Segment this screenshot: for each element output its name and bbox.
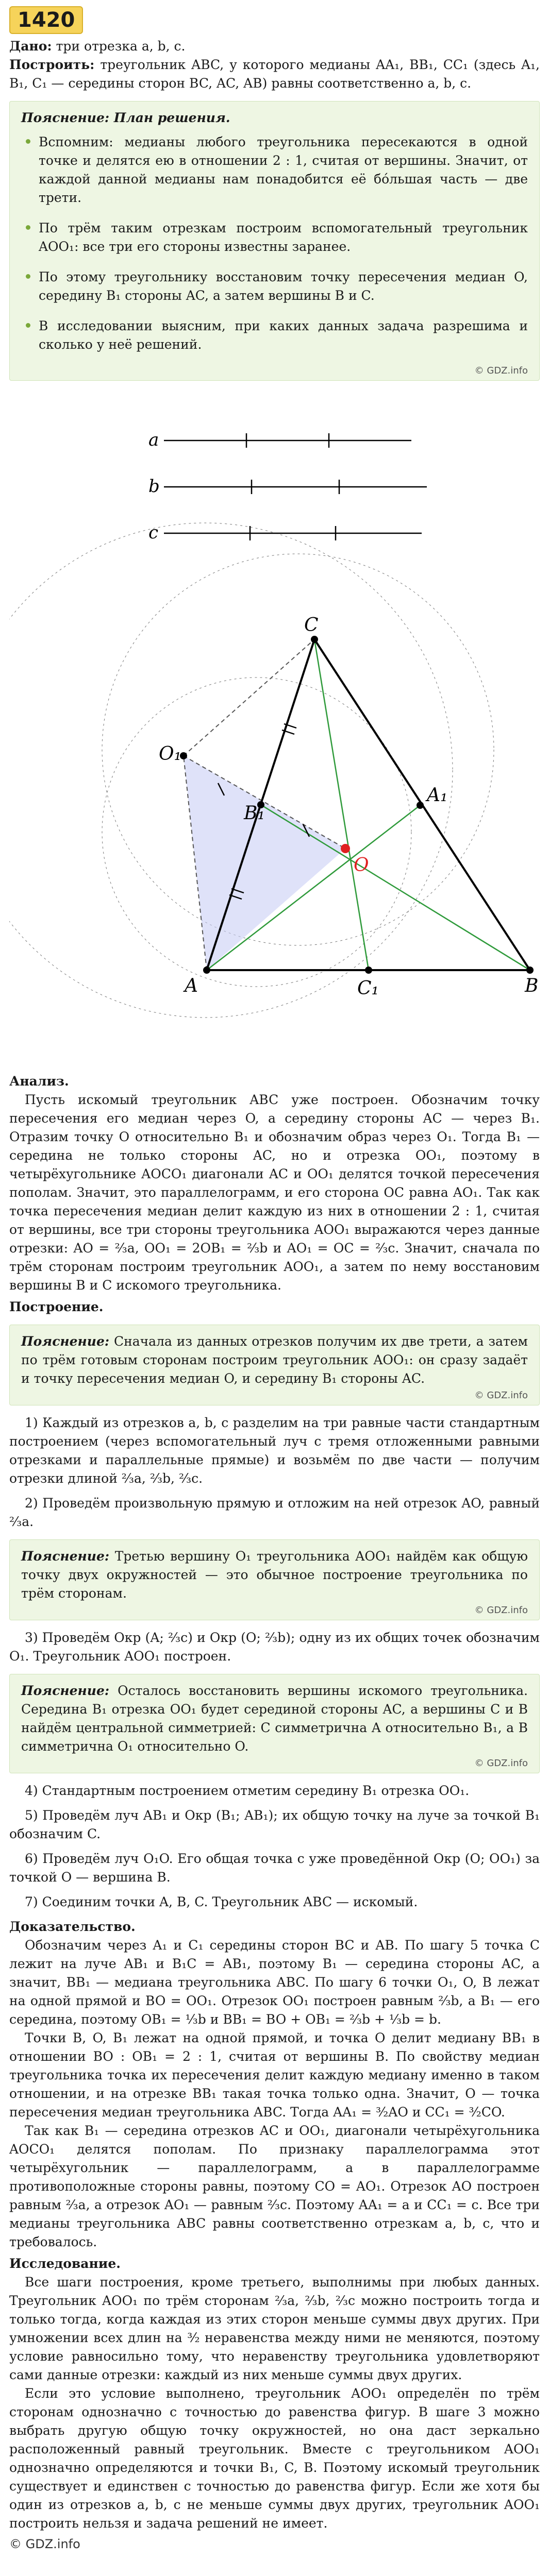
hint-label: Пояснение: xyxy=(21,1334,110,1349)
analysis-text: Пусть искомый треугольник ABC уже построен. Обозначим точку пересечения его медиан через O, а середину стороны AC — через B₁. Отразим точку O относительно B₁ и обозначим образ через O₁. Тогда B₁ — середина не только стороны AC, но и отрезка OO₁, поэтому в четырёхугольнике AOCO₁ диагонали AC и OO₁ делятся точкой пересечения пополам. Значит, это параллелограмм, и его сторона OC равна AO₁. Так как точка пересечения медиан делит каждую из них в отношении 2 : 1, считая от вершины, все три стороны треугольника AOO₁ выражаются через данные отрезки: AO = ²⁄₃a, OO₁ = 2OB₁ = ²⁄₃b и AO₁ = OC = ²⁄₃c. Значит, сначала по трём сторонам построим треугольник AOO₁, а затем по нему восстановим вершины B и C искомого треугольника. xyxy=(9,1092,540,1293)
label-B: B xyxy=(525,975,539,996)
construct-label: Построить: xyxy=(9,57,95,72)
construction-diagram xyxy=(9,389,540,1069)
plan-list xyxy=(21,132,528,354)
construction-step-7: 7) Соединим точки A, B, C. Треугольник ABC — искомый. xyxy=(25,1894,418,1909)
label-A1: A₁ xyxy=(427,785,448,806)
gdz-watermark: © GDZ.info xyxy=(474,1605,528,1616)
construction-step-5: 5) Проведём луч AB₁ и Окр (B₁; AB₁); их общую точку на луче за точкой B₁ обозначим C. xyxy=(9,1808,540,1841)
point-O xyxy=(341,844,350,853)
proof-paragraph: Точки B, O, B₁ лежат на одной прямой, и точка O делит медиану BB₁ в отношении BO : OB₁ = 2 : 1, считая от вершины B. По свойству медиан треугольника точка их пересечения делит каждую медиану именно в таком отношении, и на отрезке BB₁ такая точка только одна. Значит, O — точка пересечения медиан треугольника ABC. Тогда AA₁ = ³⁄₂AO и CC₁ = ³⁄₂CO. xyxy=(9,2030,540,2120)
construction-hint-box xyxy=(9,1325,540,1405)
construct-line xyxy=(9,56,540,93)
hint-body: Третью вершину O₁ треугольника AOO₁ найдём как общую точку двух окружностей — это обычное построение треугольника по трём сторонам. xyxy=(21,1549,528,1601)
construction-hint-box xyxy=(9,1674,540,1773)
given-text: три отрезка a, b, c. xyxy=(56,39,186,54)
proof-paragraph: Так как B₁ — середина отрезков AC и OO₁, диагонали четырёхугольника AOCO₁ делятся пополам. По признаку параллелограмма этот четырёхугольник — параллелограмм, а в параллелограмме противоположные стороны равны, поэтому CO = AO₁. Отрезок AO построен равным ²⁄₃a, а отрезок AO₁ — равным ²⁄₃c. Поэтому AA₁ = a и CC₁ = c. Все три медианы треугольника ABC равны соответственно отрезкам a, b, c, что и требовалось. xyxy=(9,2123,540,2249)
construction-figure xyxy=(9,389,540,1069)
hint-body: Осталось восстановить вершины искомого треугольника. Середина B₁ отрезка OO₁ будет серединой стороны AC, а вершины C и B найдём центральной симметрией: C симметрична A относительно B₁, а B симметрична O₁ относительно O. xyxy=(21,1683,528,1754)
construction-arcs xyxy=(9,523,494,1018)
point-B xyxy=(526,967,534,974)
construction-hint-box xyxy=(9,1539,540,1620)
hint-body: Сначала из данных отрезков получим их две трети, а затем по трём готовым сторонам построим треугольник AOO₁: он сразу задаёт и точку пересечения медиан O, и середину B₁ стороны AC. xyxy=(21,1334,528,1386)
triangle-AOO1-fill xyxy=(184,756,345,970)
proof-title: Доказательство. xyxy=(9,1919,136,1934)
label-O: O xyxy=(354,855,369,876)
point-A1 xyxy=(417,802,424,809)
median-CC1 xyxy=(314,639,369,970)
hint-label: Пояснение: xyxy=(21,1683,110,1698)
given-label: Дано: xyxy=(9,39,52,54)
construct-text: треугольник ABC, у которого медианы AA₁, BB₁, CC₁ (здесь A₁, B₁, C₁ — середины сторон BC, AC, AB) равны соответственно a, b, c. xyxy=(9,57,540,91)
construction-hint-text xyxy=(21,1682,528,1756)
hint-label: Пояснение: xyxy=(21,1549,110,1564)
given-line xyxy=(9,37,540,56)
label-C: C xyxy=(304,615,319,636)
proof-paragraph: Обозначим через A₁ и C₁ середины сторон BC и AB. По шагу 5 точка C лежит на луче AB₁ и B₁C = AB₁, поэтому B₁ — середина стороны AC, а значит, BB₁ — медиана треугольника ABC. По шагу 6 точки O₁, O, B лежат на одной прямой и BO = OO₁. Отрезок OO₁ построен равным ²⁄₃b, а B₁ — его середина, поэтому OB₁ = ¹⁄₃b и BB₁ = BO + OB₁ = ²⁄₃b + ¹⁄₃b = b. xyxy=(9,1938,540,2027)
research-paragraph: Все шаги построения, кроме третьего, выполнимы при любых данных. Треугольник AOO₁ по трём сторонам ²⁄₃a, ²⁄₃b, ²⁄₃c можно построить тогда и только тогда, когда каждая из этих сторон меньше суммы двух других. При умножении всех длин на ³⁄₂ неравенства между ними не меняются, поэтому условие равносильно тому, что неравенству треугольника удовлетворяют сами данные отрезки: каждый из них меньше суммы двух других. xyxy=(9,2275,540,2382)
plan-hint-heading xyxy=(21,109,528,127)
research-title: Исследование. xyxy=(9,2256,121,2271)
segment-a-label: a xyxy=(148,430,159,450)
research-paragraph: Если это условие выполнено, треугольник AOO₁ определён по трём сторонам однозначно с точностью до равенства фигур. В шаге 3 можно выбрать другую общую точку окружностей, но она даст зеркально расположенный равный треугольник. Вместе с треугольником AOO₁ однозначно определяются и точки B₁, C, B. Поэтому искомый треугольник существует и единствен с точностью до равенства фигур. Если же хотя бы один из отрезков a, b, c не меньше суммы двух других, треугольник AOO₁ построить нельзя и задача решений не имеет. xyxy=(9,2386,540,2531)
plan-item: • В исследовании выясним, при каких данных задача разрешима и сколько у неё решений. xyxy=(39,316,528,354)
label-A: A xyxy=(185,975,198,996)
gdz-watermark: © GDZ.info xyxy=(474,1758,528,1769)
construction-step-2: 2) Проведём произвольную прямую и отложим на ней отрезок AO, равный ²⁄₃a. xyxy=(9,1496,540,1529)
plan-item: • По этому треугольнику восстановим точку пересечения медиан O, середину B₁ стороны AC, а затем вершины B и C. xyxy=(39,267,528,305)
construction-hint-text xyxy=(21,1332,528,1388)
label-C1: C₁ xyxy=(357,978,379,999)
gdz-watermark: © GDZ.info xyxy=(474,1390,528,1401)
construction-step-4: 4) Стандартным построением отметим середину B₁ отрезка OO₁. xyxy=(25,1783,470,1798)
construction-step-1: 1) Каждый из отрезков a, b, c разделим на три равные части стандартным построением (через вспомогательный луч с тремя отложенными равными отрезками и параллельные прямые) и возьмём по две части — получим отрезки длиной ²⁄₃a, ²⁄₃b, ²⁄₃c. xyxy=(9,1415,540,1486)
segment-b-label: b xyxy=(148,476,160,497)
construction-hint-text xyxy=(21,1547,528,1603)
point-C xyxy=(311,636,318,643)
construction-title: Построение. xyxy=(9,1299,104,1314)
point-C1 xyxy=(365,967,372,974)
construction-step-3: 3) Проведём Окр (A; ²⁄₃c) и Окр (O; ²⁄₃b); одну из их общих точек обозначим O₁. Треугольник AOO₁ построен. xyxy=(9,1630,540,1664)
plan-item: • Вспомним: медианы любого треугольника пересекаются в одной точке и делятся ею в отношении 2 : 1, считая от вершины. Значит, от каждой данной медианы нам понадобится её бóльшая часть — две трети. xyxy=(39,132,528,207)
analysis-title: Анализ. xyxy=(9,1074,69,1089)
point-A xyxy=(203,967,210,974)
problem-number-badge: 1420 xyxy=(9,6,83,34)
footer-gdz: © GDZ.info xyxy=(9,2537,80,2551)
label-O1: O₁ xyxy=(159,743,181,765)
given-segments xyxy=(164,433,427,540)
plan-hint-box xyxy=(9,101,540,381)
construction-step-6: 6) Проведём луч O₁O. Его общая точка с уже проведённой Окр (O; OO₁) за точкой O — вершина B. xyxy=(9,1851,540,1885)
gdz-watermark: © GDZ.info xyxy=(474,365,528,376)
label-B1: B₁ xyxy=(244,803,265,824)
plan-item: • По трём таким отрезкам построим вспомогательный треугольник AOO₁: все три его стороны известны заранее. xyxy=(39,218,528,256)
segment-c-label: c xyxy=(148,522,159,543)
plan-hint-title: Пояснение: План решения. xyxy=(21,110,230,125)
